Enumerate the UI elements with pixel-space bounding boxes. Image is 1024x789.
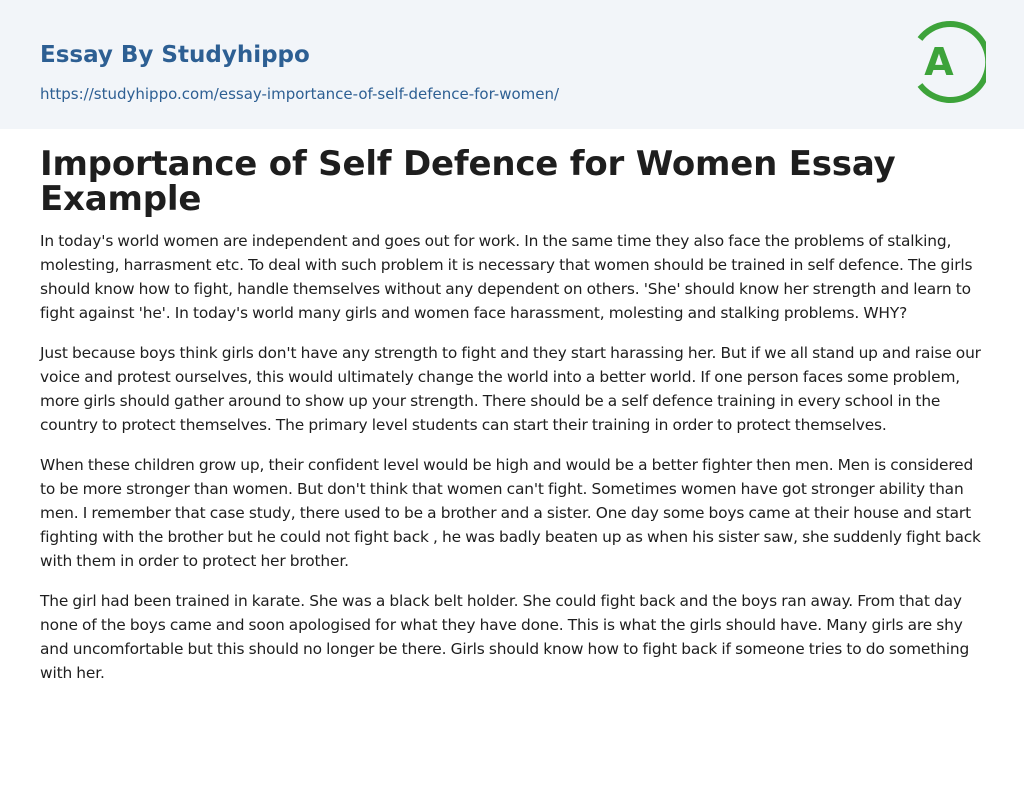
essay-paragraph: The girl had been trained in karate. She was a black belt holder. She could fight back and the boys ran away. From that day none of the boys came and soon apologised for what they have done. This is what the girls should have. Many girls are shy and uncomfortable but this should no longer be there. Girls should know how to fight back if someone tries to do something with her. <box>40 592 970 682</box>
brand-title: Essay By Studyhippo <box>40 42 310 68</box>
essay-paragraph: Just because boys think girls don't have any strength to fight and they start harassing her. But if we all stand up and raise our voice and protest ourselves, this would ultimately change the world into a better world. If one person faces some problem, more girls should gather around to show up your strength. There should be a self defence training in every school in the country to protect themselves. The primary level students can start their training in order to protect themselves. <box>40 344 981 434</box>
studyhippo-logo-icon[interactable] <box>912 19 986 105</box>
source-url-link[interactable]: https://studyhippo.com/essay-importance-of-self-defence-for-women/ <box>40 85 560 103</box>
site-header <box>0 0 1024 129</box>
essay-paragraph: In today's world women are independent and goes out for work. In the same time they also face the problems of stalking, molesting, harrasment etc. To deal with such problem it is necessary that women should be trained in self defence. The girls should know how to fight, handle themselves without any dependent on others. 'She' should know her strength and learn to fight against 'he'. In today's world many girls and women face harassment, molesting and stalking problems. WHY? <box>40 232 973 322</box>
essay-paragraph: When these children grow up, their confident level would be high and would be a better fighter then men. Men is considered to be more stronger than women. But don't think that women can't fight. Sometimes women have got stronger ability than men. I remember that case study, there used to be a brother and a sister. One day some boys came at their house and start fighting with the brother but he could not fight back , he was badly beaten up as when his sister saw, she suddenly fight back with them in order to protect her brother. <box>40 456 981 570</box>
article-content <box>40 144 986 701</box>
logo-letter: A <box>924 40 954 84</box>
page-title: Importance of Self Defence for Women Essay Example <box>40 144 896 219</box>
